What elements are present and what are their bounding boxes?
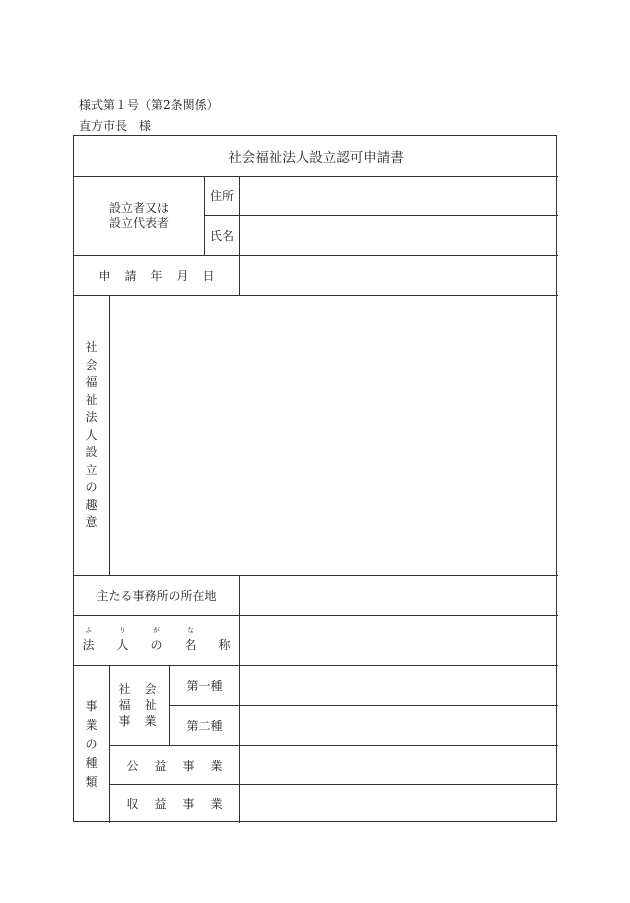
name-field[interactable] bbox=[240, 216, 558, 255]
label-char: 事 bbox=[182, 797, 195, 811]
label-char: 益 bbox=[154, 758, 167, 773]
label-char: 事 bbox=[85, 699, 98, 713]
application-date-label bbox=[74, 256, 239, 295]
ruby-char: な 名 bbox=[184, 626, 197, 652]
application-date-field[interactable] bbox=[240, 256, 558, 295]
address-label: 住所 bbox=[209, 189, 234, 203]
application-form-table bbox=[73, 135, 557, 822]
label-char: 日 bbox=[202, 269, 215, 283]
label-char: 申 bbox=[98, 269, 111, 283]
form-title: 社会福祉法人設立認可申請書 bbox=[228, 150, 404, 166]
applicant-label-line1: 設立者又は bbox=[108, 200, 169, 215]
label-char: 事 bbox=[118, 714, 131, 728]
label-char: 種 bbox=[85, 756, 98, 770]
addressee: 直方市長 様 bbox=[79, 119, 152, 133]
public-benefit-field[interactable] bbox=[240, 746, 558, 784]
public-benefit-label bbox=[110, 746, 239, 784]
label-char: 祉 bbox=[144, 698, 157, 712]
label-char: 法 bbox=[85, 410, 98, 425]
type1-field[interactable] bbox=[240, 666, 558, 705]
purpose-field[interactable] bbox=[110, 296, 558, 575]
type2-field[interactable] bbox=[240, 706, 558, 745]
label-char: 社 bbox=[85, 340, 98, 355]
label-char: 業 bbox=[210, 758, 223, 773]
main-office-field[interactable] bbox=[240, 576, 558, 615]
label-char: 請 bbox=[124, 269, 137, 283]
applicant-label-line2: 設立代表者 bbox=[108, 215, 169, 230]
business-type-label bbox=[74, 666, 109, 823]
label-char: 公 bbox=[126, 758, 139, 773]
label-char: 類 bbox=[85, 775, 98, 789]
ruby-char: が の bbox=[150, 626, 163, 652]
label-char: 設 bbox=[85, 445, 98, 460]
label-char: 福 bbox=[118, 698, 131, 712]
label-char: 立 bbox=[85, 462, 98, 477]
ruby-char: 称 bbox=[218, 638, 231, 652]
label-char: 意 bbox=[85, 515, 98, 530]
label-char: 業 bbox=[210, 797, 223, 811]
purpose-label bbox=[74, 296, 109, 575]
revenue-field[interactable] bbox=[240, 785, 558, 822]
label-char: 会 bbox=[85, 357, 98, 372]
label-char: 会 bbox=[144, 682, 157, 696]
label-char: 社 bbox=[118, 682, 131, 696]
ruby-char: ふ 法 bbox=[82, 626, 95, 652]
applicant-label bbox=[74, 176, 204, 255]
ruby-char: り 人 bbox=[116, 626, 129, 652]
label-char: の bbox=[85, 737, 98, 751]
type2-label: 第二種 bbox=[186, 719, 223, 733]
label-char: 年 bbox=[150, 269, 163, 283]
label-char: 事 bbox=[182, 758, 195, 773]
corp-name-label bbox=[74, 616, 239, 665]
revenue-label bbox=[110, 785, 239, 822]
name-label: 氏名 bbox=[209, 229, 234, 243]
label-char: 福 bbox=[85, 375, 98, 390]
address-field[interactable] bbox=[240, 177, 558, 215]
label-char: 祉 bbox=[85, 392, 98, 407]
label-char: 趣 bbox=[85, 497, 98, 512]
label-char: 業 bbox=[85, 718, 98, 732]
label-char: 益 bbox=[154, 797, 167, 811]
type1-label: 第一種 bbox=[186, 679, 223, 693]
label-char: 業 bbox=[144, 714, 157, 728]
label-char: 月 bbox=[176, 269, 189, 283]
label-char: 収 bbox=[126, 797, 139, 811]
label-char: の bbox=[85, 480, 98, 495]
corp-name-field[interactable] bbox=[240, 616, 558, 665]
form-number: 様式第１号（第2条関係） bbox=[79, 98, 219, 112]
label-char: 人 bbox=[85, 427, 98, 442]
main-office-label: 主たる事務所の所在地 bbox=[96, 589, 217, 603]
social-welfare-label bbox=[110, 666, 169, 745]
